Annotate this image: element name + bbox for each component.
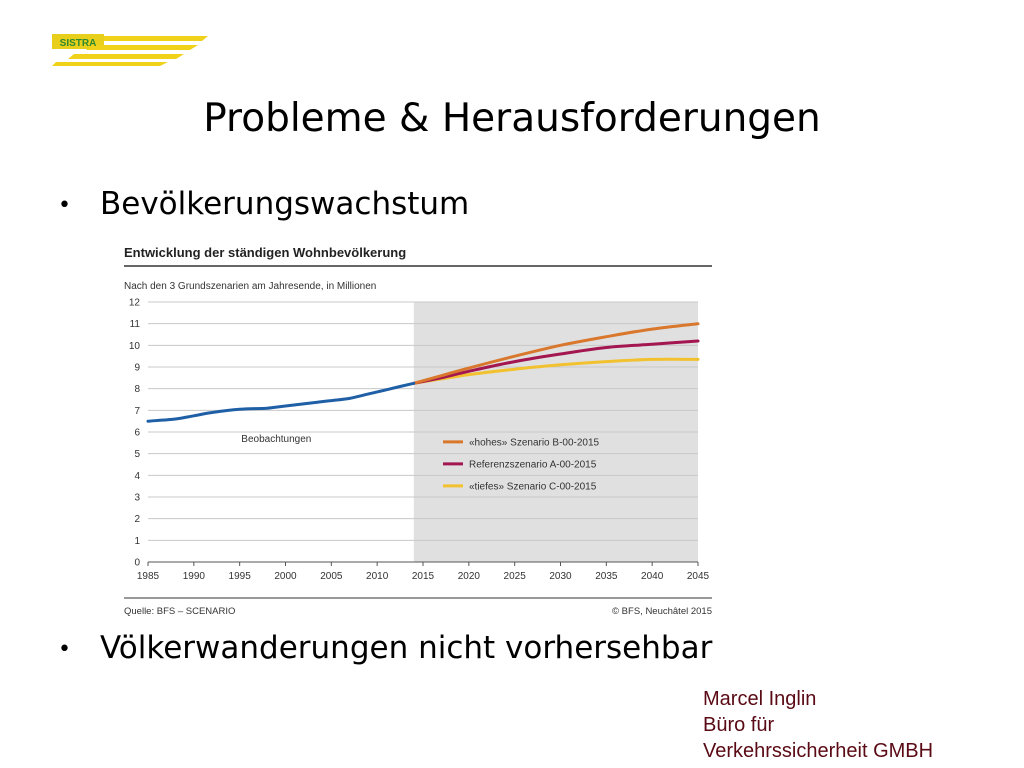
x-tick-label: 2005	[320, 571, 343, 582]
y-tick-label: 0	[134, 557, 140, 569]
y-tick-label: 3	[134, 492, 140, 504]
x-tick-label: 1990	[182, 571, 205, 582]
x-tick-label: 2045	[686, 571, 710, 582]
logo-stripe	[68, 54, 184, 59]
y-tick-label: 7	[134, 405, 140, 417]
population-chart	[120, 240, 720, 620]
logo-stripe	[104, 36, 208, 41]
y-tick-label: 12	[128, 297, 140, 309]
x-tick-label: 2000	[274, 571, 297, 582]
x-tick-label: 2040	[641, 571, 664, 582]
logo-stripe	[86, 45, 198, 50]
chart-svg	[120, 240, 720, 620]
logo-text: SISTRA	[59, 38, 97, 49]
x-tick-label: 2015	[411, 571, 435, 582]
y-tick-label: 1	[134, 535, 140, 547]
x-tick-label: 2035	[595, 571, 618, 582]
chart-source: Quelle: BFS – SCENARIO	[124, 606, 236, 617]
author-name: Marcel Inglin	[703, 688, 817, 710]
y-tick-label: 9	[134, 362, 140, 374]
x-tick-label: 2025	[503, 571, 526, 582]
y-tick-label: 11	[129, 319, 140, 331]
chart-subtitle: Nach den 3 Grundszenarien am Jahresende, in Millionen	[124, 281, 377, 292]
legend-label-c: «tiefes» Szenario C-00-2015	[469, 481, 597, 493]
x-tick-label: 2010	[366, 571, 389, 582]
y-tick-label: 10	[128, 340, 140, 352]
chart-copyright: © BFS, Neuchâtel 2015	[612, 606, 712, 617]
y-tick-label: 4	[134, 470, 140, 482]
y-tick-label: 5	[134, 449, 140, 461]
sistra-logo	[52, 32, 208, 66]
author-block	[703, 686, 933, 764]
annotation-label: Beobachtungen	[241, 433, 312, 445]
legend-label-b: «hohes» Szenario B-00-2015	[469, 437, 600, 449]
author-org-line-2: Verkehrssicherheit GMBH	[703, 740, 934, 762]
bullet-item	[58, 186, 469, 222]
bullet-marker: •	[58, 637, 71, 662]
y-tick-label: 2	[134, 514, 140, 526]
y-tick-label: 6	[134, 427, 140, 439]
chart-title: Entwicklung der ständigen Wohnbevölkerung	[124, 245, 407, 260]
bullet-text: Völkerwanderungen nicht vorhersehbar	[100, 630, 713, 666]
bullet-item	[58, 630, 712, 666]
bullet-marker: •	[58, 193, 71, 218]
x-tick-label: 1995	[228, 571, 251, 582]
legend-label-a: Referenzszenario A-00-2015	[469, 459, 597, 471]
logo-stripe	[52, 62, 168, 66]
bullet-text: Bevölkerungswachstum	[100, 186, 470, 222]
author-org-line-1: Büro für	[703, 714, 775, 736]
y-tick-label: 8	[134, 384, 140, 396]
x-tick-label: 2030	[549, 571, 572, 582]
slide-title: Probleme & Herausforderungen	[203, 96, 821, 141]
x-tick-label: 2020	[457, 571, 480, 582]
x-tick-label: 1985	[136, 571, 160, 582]
